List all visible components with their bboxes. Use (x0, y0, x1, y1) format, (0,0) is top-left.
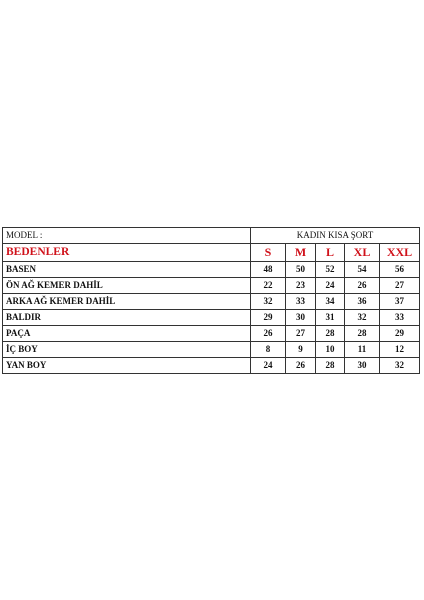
size-header-label: BEDENLER (3, 244, 251, 262)
product-name: KADIN KISA ŞORT (251, 228, 420, 244)
table-row (3, 294, 420, 310)
cell-value: 26 (251, 326, 286, 342)
table-row (3, 278, 420, 294)
cell-value: 34 (316, 294, 345, 310)
cell-value: 32 (380, 358, 420, 374)
row-label: YAN BOY (3, 358, 251, 374)
cell-value: 12 (380, 342, 420, 358)
cell-value: 32 (251, 294, 286, 310)
cell-value: 11 (345, 342, 380, 358)
cell-value: 23 (286, 278, 316, 294)
cell-value: 30 (345, 358, 380, 374)
cell-value: 10 (316, 342, 345, 358)
cell-value: 54 (345, 262, 380, 278)
cell-value: 24 (251, 358, 286, 374)
cell-value: 29 (380, 326, 420, 342)
table-row (3, 310, 420, 326)
cell-value: 30 (286, 310, 316, 326)
cell-value: 33 (380, 310, 420, 326)
cell-value: 28 (316, 326, 345, 342)
size-header-xxl: XXL (380, 244, 420, 262)
cell-value: 31 (316, 310, 345, 326)
cell-value: 27 (380, 278, 420, 294)
cell-value: 33 (286, 294, 316, 310)
cell-value: 8 (251, 342, 286, 358)
size-header-xl: XL (345, 244, 380, 262)
size-header-row (3, 244, 420, 262)
table-row (3, 358, 420, 374)
model-label: MODEL : (3, 228, 251, 244)
cell-value: 52 (316, 262, 345, 278)
model-row (3, 228, 420, 244)
size-header-s: S (251, 244, 286, 262)
size-header-m: M (286, 244, 316, 262)
row-label: ÖN AĞ KEMER DAHİL (3, 278, 251, 294)
cell-value: 28 (345, 326, 380, 342)
row-label: BASEN (3, 262, 251, 278)
table-row (3, 262, 420, 278)
row-label: PAÇA (3, 326, 251, 342)
cell-value: 24 (316, 278, 345, 294)
cell-value: 56 (380, 262, 420, 278)
table-row (3, 342, 420, 358)
size-header-l: L (316, 244, 345, 262)
cell-value: 36 (345, 294, 380, 310)
table-row (3, 326, 420, 342)
cell-value: 32 (345, 310, 380, 326)
size-chart-table (2, 227, 420, 374)
cell-value: 26 (286, 358, 316, 374)
cell-value: 37 (380, 294, 420, 310)
row-label: BALDIR (3, 310, 251, 326)
cell-value: 22 (251, 278, 286, 294)
cell-value: 26 (345, 278, 380, 294)
cell-value: 27 (286, 326, 316, 342)
cell-value: 48 (251, 262, 286, 278)
cell-value: 9 (286, 342, 316, 358)
row-label: İÇ BOY (3, 342, 251, 358)
cell-value: 28 (316, 358, 345, 374)
row-label: ARKA AĞ KEMER DAHİL (3, 294, 251, 310)
cell-value: 50 (286, 262, 316, 278)
cell-value: 29 (251, 310, 286, 326)
